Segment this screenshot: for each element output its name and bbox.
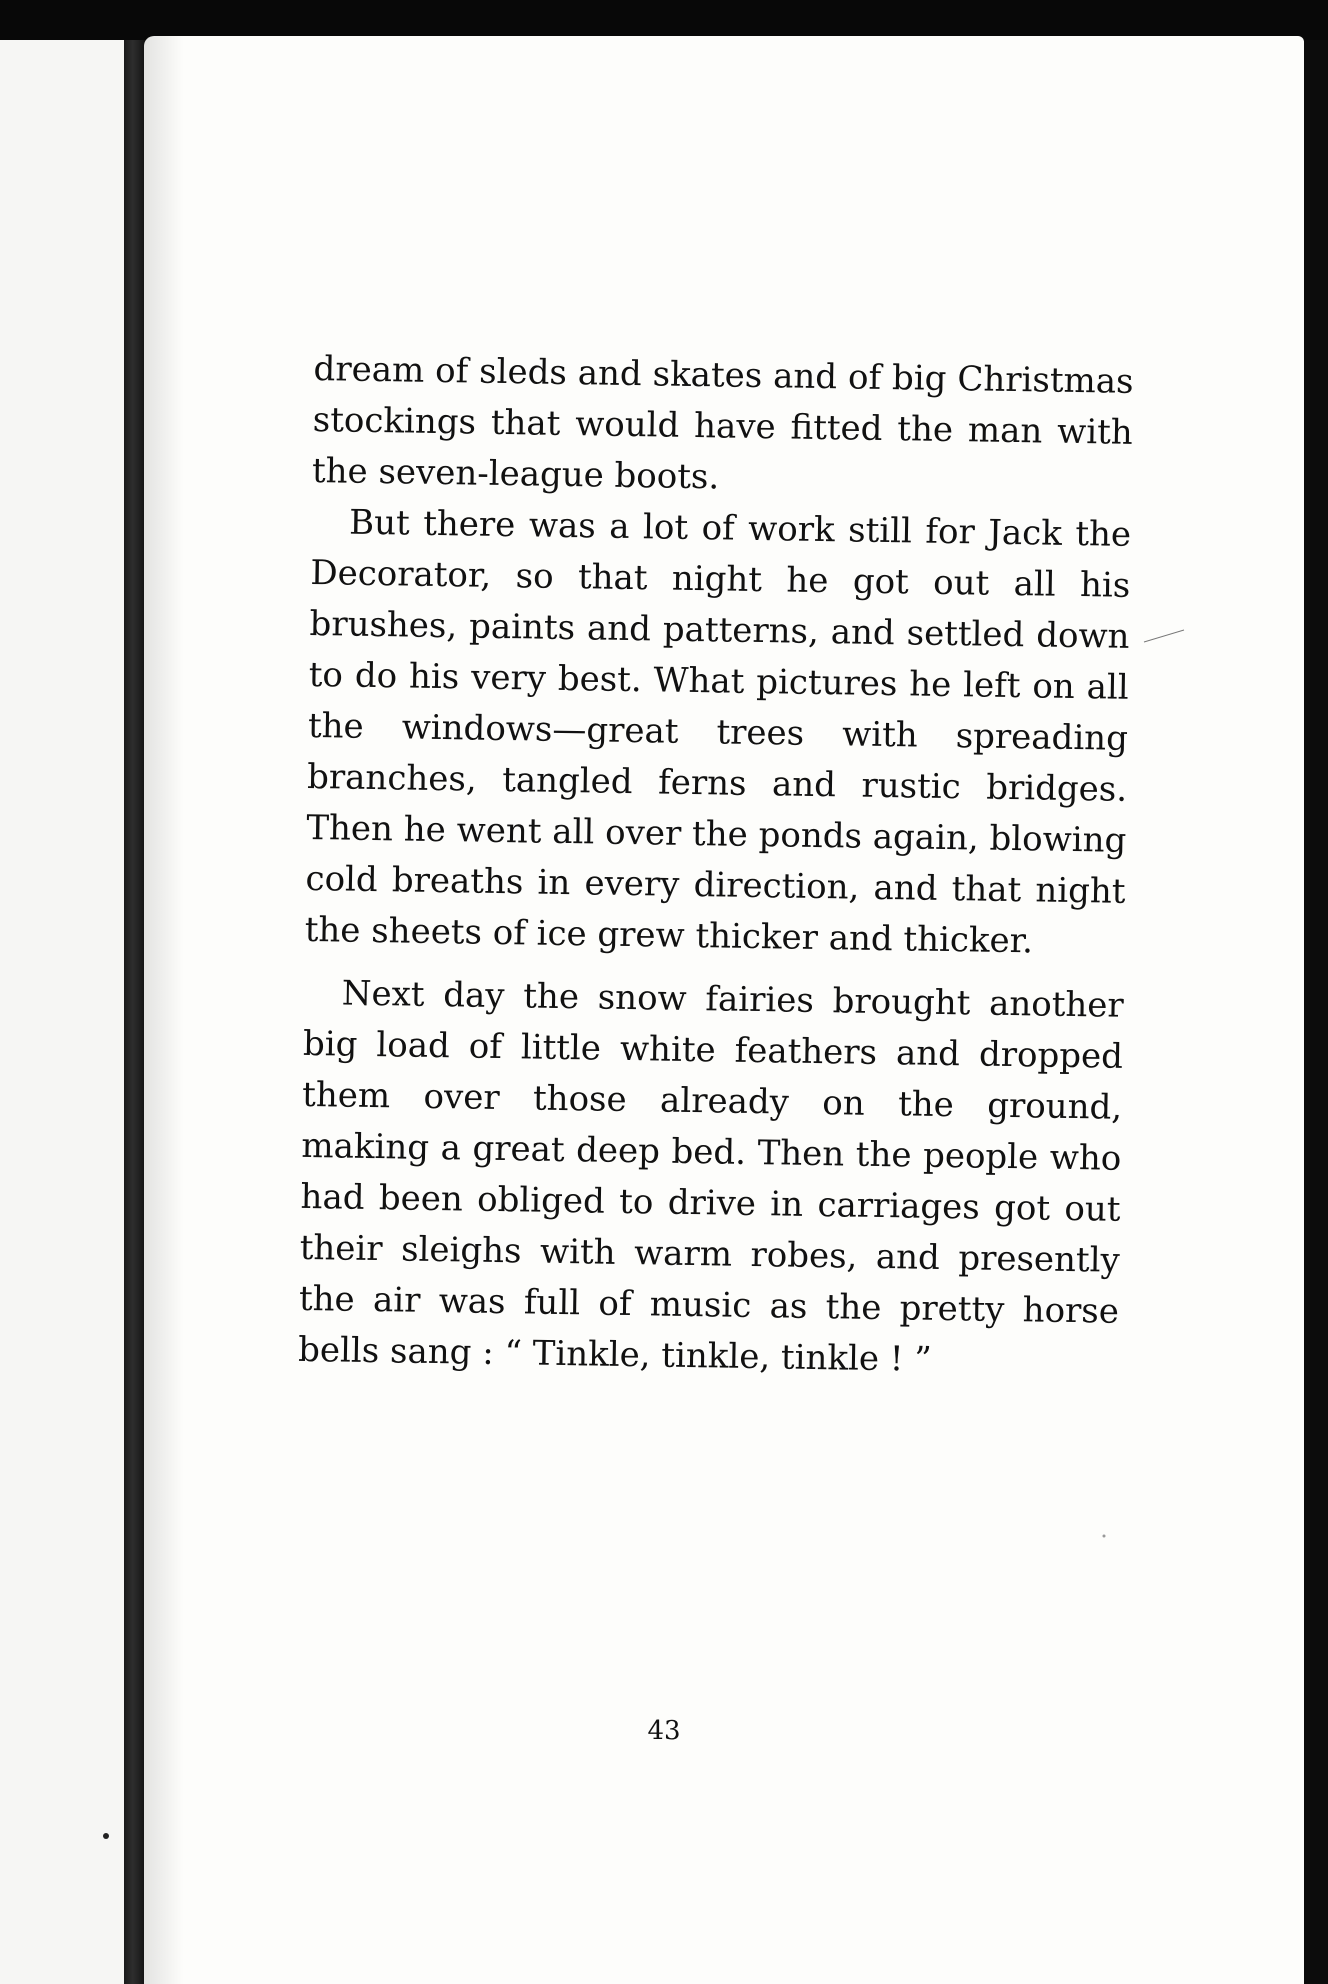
facing-page-edge bbox=[0, 40, 124, 1984]
scan-right-border bbox=[1300, 40, 1328, 1984]
page-number: 43 bbox=[647, 1716, 681, 1746]
paragraph-2: But there was a lot of work still for Jack the Decorator, so that night he got out all his brushes, paints and patterns, and settled down to do his very best. What pictures he left on all the windows—great trees with spreading branches, tangled ferns and rustic bridges. Then he went all over the ponds again, blowing cold breaths in every direction, and that night the sheets of ice grew thicker and thicker. bbox=[304, 502, 1132, 962]
paragraph-1: dream of sleds and skates and of big Christmas stockings that would have fitted the man with the seven-league boots. bbox=[311, 348, 1134, 498]
gutter-shadow bbox=[144, 36, 184, 1984]
book-page bbox=[144, 36, 1304, 1984]
book-spine-gutter bbox=[124, 40, 146, 1984]
page-text bbox=[298, 344, 1134, 1389]
left-margin-speck bbox=[100, 1830, 120, 1850]
paragraph-3: Next day the snow fairies brought another big load of little white feathers and dropped them over those already on the ground, making a great deep bed. Then the people who had been obliged to drive in carriages got out their sleighs with warm robes, and presently the air was full of music as the pretty horse bells sang : “ Tinkle, tinkle, tinkle ! ” bbox=[297, 973, 1125, 1380]
